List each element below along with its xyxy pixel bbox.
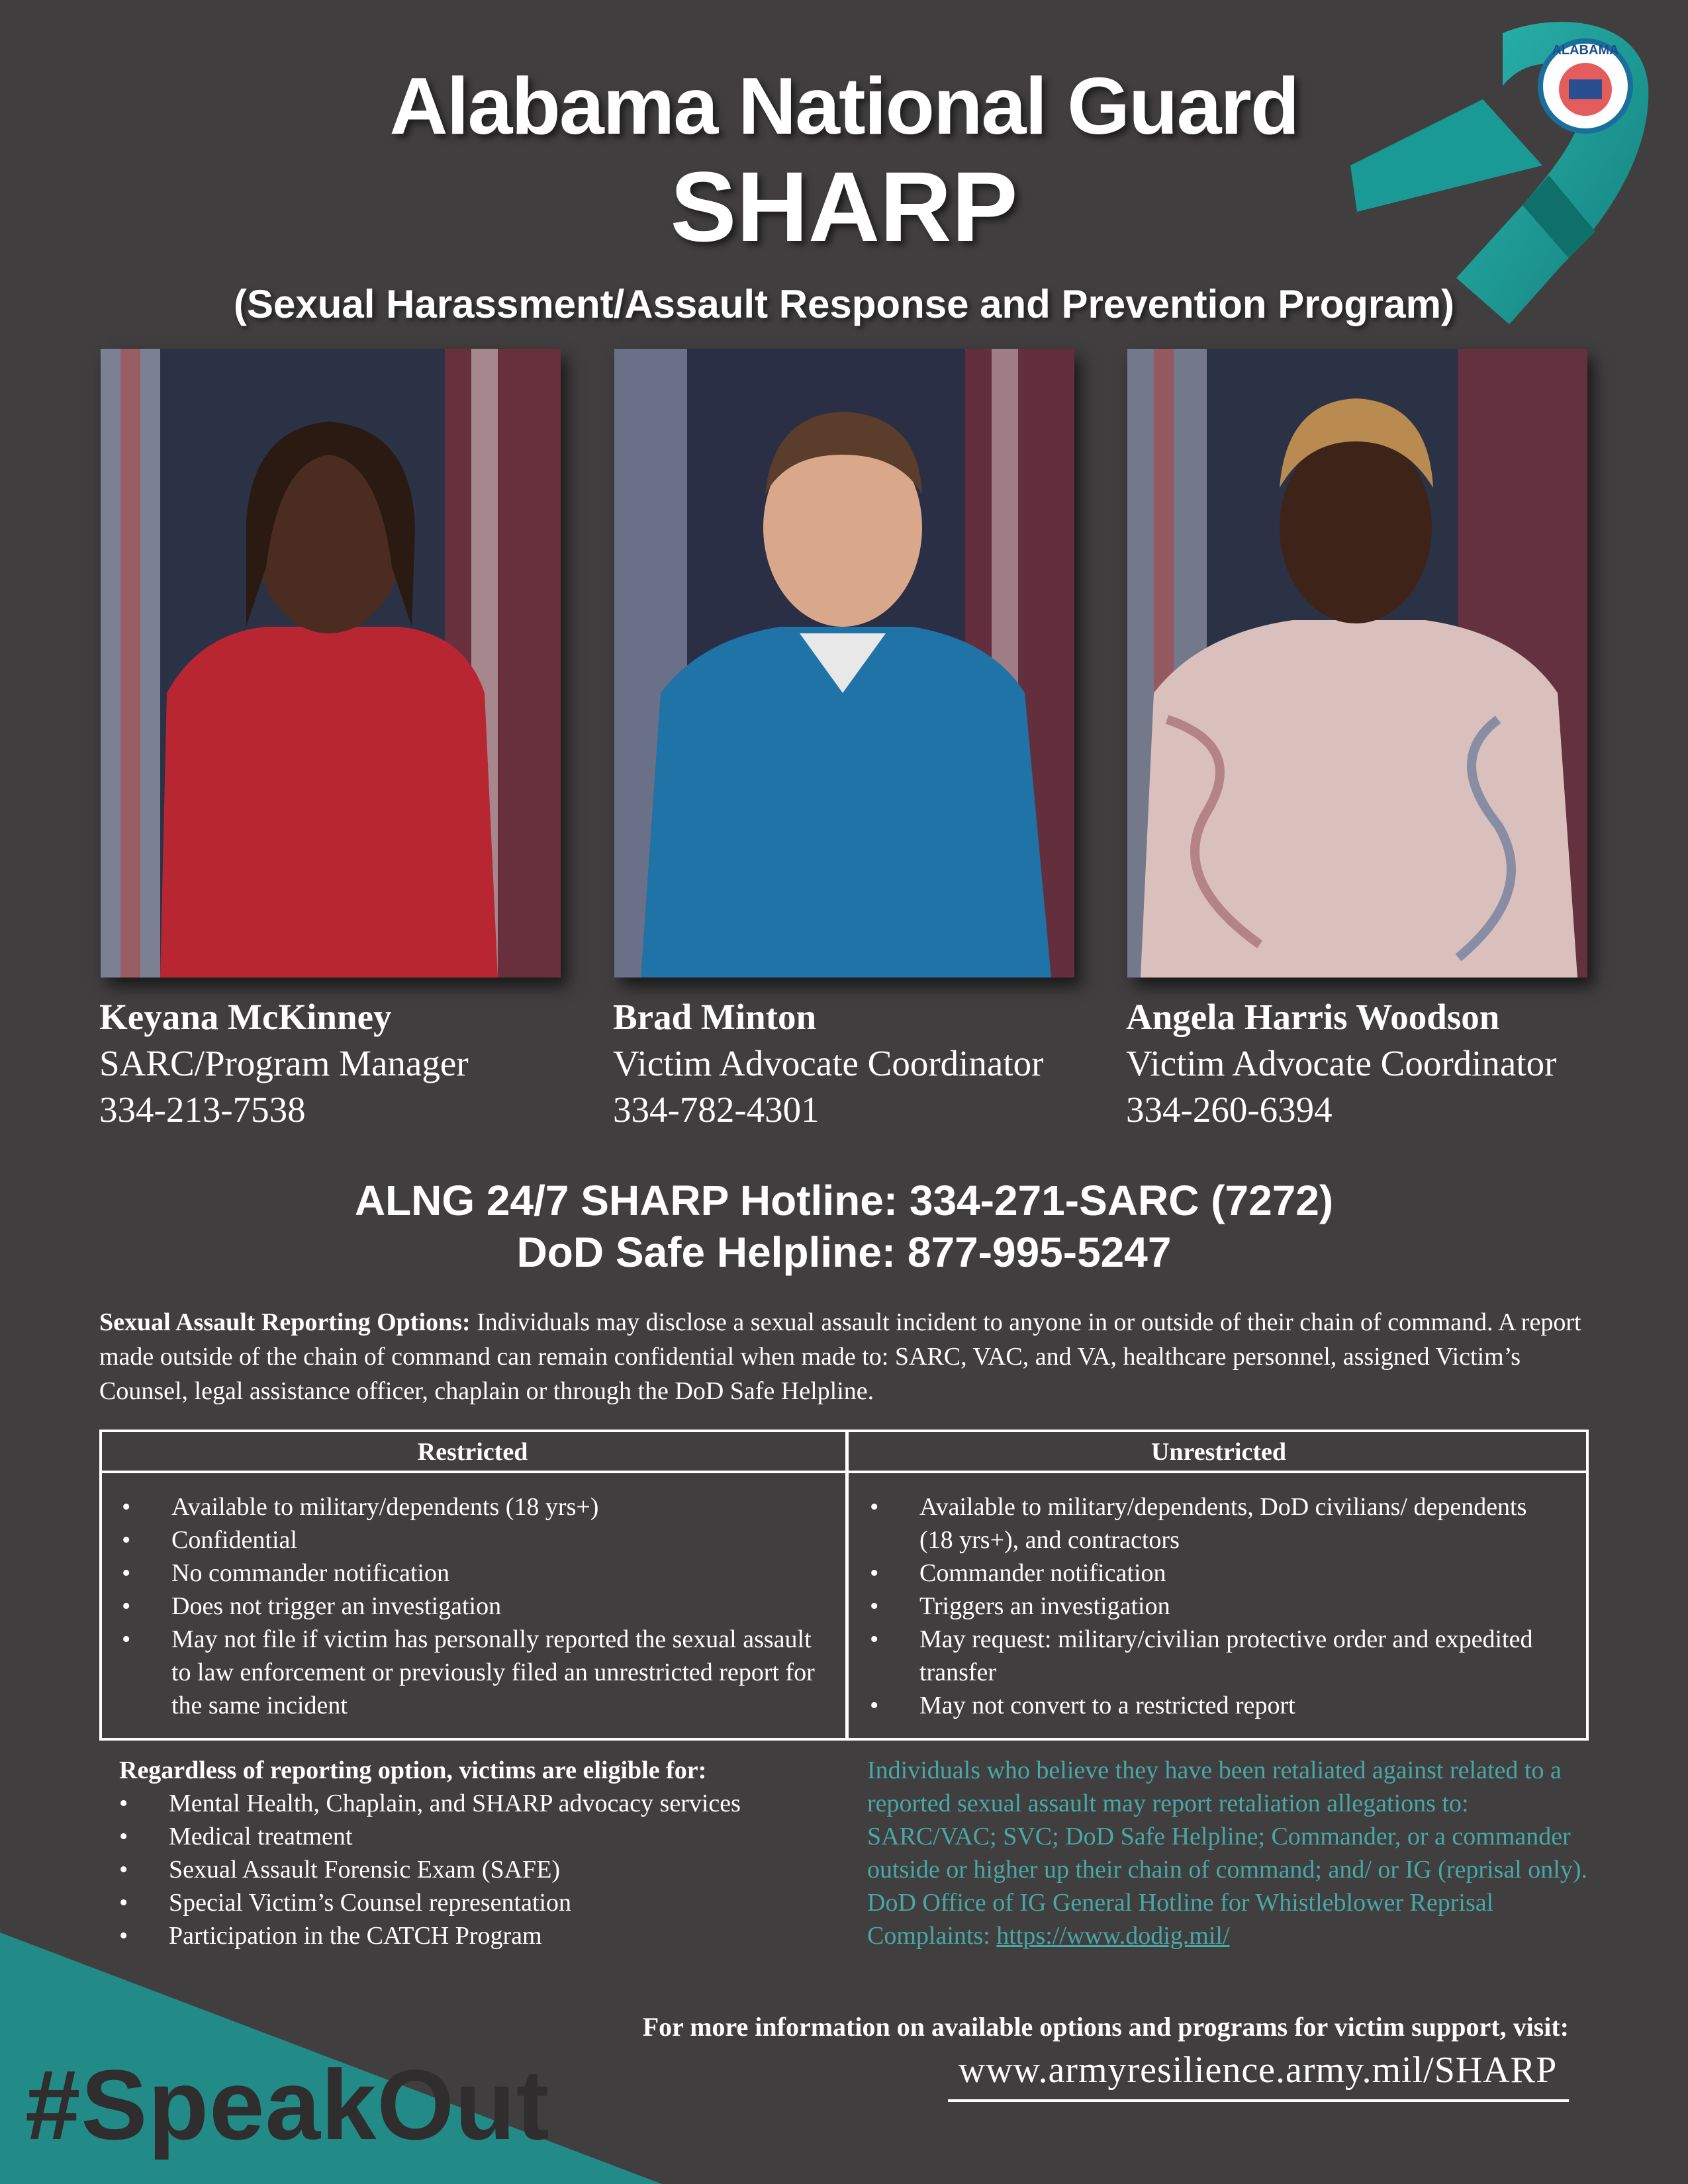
eligibility-list [119, 1787, 847, 1952]
list-item: • Commander notification [870, 1557, 1565, 1590]
staff-role: SARC/Program Manager [99, 1043, 469, 1083]
list-item: • Does not trigger an investigation [122, 1590, 817, 1623]
list-item: • May request: military/civilian protective order and expedited transfer [870, 1623, 1565, 1689]
url-underline [948, 2099, 1569, 2102]
retaliation-paragraph [867, 1754, 1595, 1952]
list-item: • Confidential [122, 1524, 817, 1557]
dod-safe-helpline: DoD Safe Helpline: 877-995-5247 [516, 1228, 1172, 1276]
reporting-options-table [99, 1430, 1589, 1741]
header-divider [102, 1471, 1586, 1473]
retaliation-text: Individuals who believe they have been retaliated against related to a reported sexual assault may report retaliation allegations to: SARC/VAC; SVC; DoD Safe Helpline; Commander, or a commander outside or higher up their chain of command; and/ or IG (reprisal only). DoD Office of IG General Hotline for Whistleblower Reprisal Complaints: [867, 1756, 1587, 1950]
list-item: • Sexual Assault Forensic Exam (SAFE) [119, 1853, 847, 1886]
staff-role: Victim Advocate Coordinator [613, 1043, 1044, 1083]
page-title: Alabama National Guard [389, 61, 1299, 151]
list-item: • May not file if victim has personally reported the sexual assault to law enforcement or previously filed an unrestricted report for the same incident [122, 1623, 817, 1722]
staff-name: Keyana McKinney [99, 997, 392, 1037]
list-item: • No commander notification [122, 1557, 817, 1590]
reporting-options-text: Individuals may disclose a sexual assault incident to anyone in or outside of their chain of command. A report made outside of the chain of command can remain confidential when made to: SARC, VAC, and VA, healthcare personnel, assigned Victim’s Counsel, legal assistance officer, chaplain or through the DoD Safe Helpline. [99, 1308, 1581, 1405]
staff-card [613, 994, 1090, 1133]
column-divider [845, 1432, 849, 1738]
dodig-link[interactable]: https://www.dodig.mil/ [996, 1922, 1230, 1950]
unrestricted-header: Unrestricted [1150, 1438, 1286, 1466]
speakout-hashtag: #SpeakOut [25, 2049, 550, 2160]
sharp-hotline: ALNG 24/7 SHARP Hotline: 334-271-SARC (7272) [354, 1177, 1334, 1224]
list-item: • Available to military/dependents (18 yrs+) [122, 1490, 817, 1524]
list-item: • Triggers an investigation [870, 1590, 1565, 1623]
staff-card [99, 994, 576, 1133]
reporting-options-label: Sexual Assault Reporting Options: [99, 1308, 471, 1336]
list-item: • May not convert to a restricted report [870, 1689, 1565, 1722]
staff-phone: 334-213-7538 [99, 1089, 306, 1130]
staff-name: Angela Harris Woodson [1126, 997, 1500, 1037]
awareness-ribbon-logo [1350, 13, 1675, 344]
staff-card [1126, 994, 1603, 1133]
program-subtitle: (Sexual Harassment/Assault Response and Prevention Program) [234, 282, 1454, 326]
seal-text: ALABAMA [1552, 43, 1619, 58]
reporting-options-paragraph [99, 1305, 1589, 1408]
staff-role: Victim Advocate Coordinator [1126, 1043, 1557, 1083]
unrestricted-list [870, 1490, 1565, 1722]
list-item: • Available to military/dependents, DoD civilians/ dependents (18 yrs+), and contractors [870, 1490, 1565, 1557]
hotline-block [0, 1175, 1688, 1278]
list-item: • Mental Health, Chaplain, and SHARP advocacy services [119, 1787, 847, 1820]
photo-keyana-mckinney [101, 349, 561, 978]
list-item: • Medical treatment [119, 1820, 847, 1853]
staff-phone: 334-260-6394 [1126, 1089, 1333, 1130]
list-item: • Participation in the CATCH Program [119, 1919, 847, 1952]
photo-brad-minton [614, 349, 1074, 978]
sharp-website-link[interactable]: www.armyresilience.army.mil/SHARP [958, 2050, 1558, 2091]
more-info-text: For more information on available options and programs for victim support, visit: [642, 2012, 1569, 2042]
program-title: SHARP [670, 151, 1018, 262]
photo-angela-harris-woodson [1127, 349, 1587, 978]
staff-phone: 334-782-4301 [613, 1089, 820, 1130]
staff-name: Brad Minton [613, 997, 817, 1037]
eligibility-heading: Regardless of reporting option, victims are eligible for: [119, 1756, 707, 1784]
restricted-header: Restricted [417, 1438, 528, 1466]
list-item: • Special Victim’s Counsel representation [119, 1886, 847, 1919]
restricted-list [122, 1490, 817, 1722]
